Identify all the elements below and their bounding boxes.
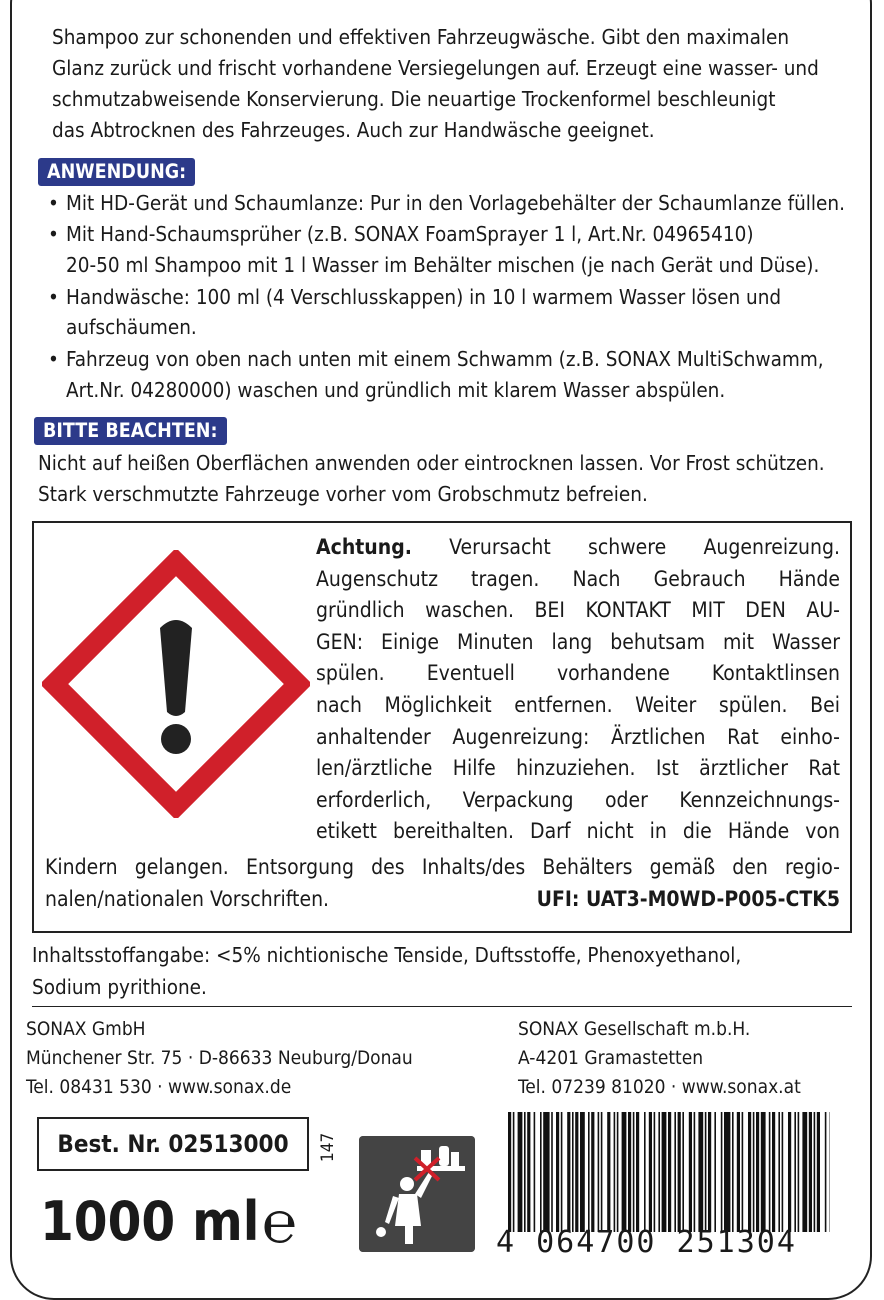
warning-last-line	[45, 884, 840, 916]
address-at-line: A-4201 Gramastetten	[518, 1043, 703, 1074]
address-de-line: Tel. 08431 530 · www.sonax.de	[26, 1072, 291, 1103]
batch-code: 147	[318, 1133, 338, 1162]
list-item: aufschäumen.	[66, 312, 197, 343]
barcode-bar	[633, 1112, 635, 1232]
bullet-dot: •	[48, 344, 59, 375]
barcode-bar	[698, 1112, 703, 1232]
ingredients-line: Sodium pyrithione.	[32, 972, 207, 1003]
barcode-bar	[527, 1112, 530, 1232]
barcode-bar	[513, 1112, 515, 1232]
barcode-bar	[678, 1112, 681, 1232]
barcode-bar	[644, 1112, 646, 1232]
list-item: Fahrzeug von oben nach unten mit einem Schwamm (z.B. SONAX MultiSchwamm,	[66, 344, 824, 375]
warning-line	[316, 532, 840, 564]
barcode-bar	[668, 1112, 671, 1232]
anwendung-heading: ANWENDUNG:	[38, 158, 195, 186]
signal-word: Achtung.	[316, 535, 412, 559]
barcode-bar	[674, 1112, 676, 1232]
warning-line: anhaltender Augenreizung: Ärztlichen Rat einho-	[316, 722, 840, 754]
barcode-bar	[649, 1112, 652, 1232]
list-item: Art.Nr. 04280000) waschen und gründlich mit klarem Wasser abspülen.	[66, 375, 725, 406]
ingredients-line: Inhaltsstoffangabe: <5% nichtionische Tenside, Duftsstoffe, Phenoxyethanol,	[32, 940, 741, 971]
barcode-bar	[802, 1112, 807, 1232]
barcode-bar	[721, 1112, 723, 1232]
bullet-dot: •	[48, 188, 59, 219]
address-de-line: Münchener Str. 75 · D-86633 Neuburg/Donau	[26, 1043, 413, 1074]
exclamation-mark-hazard-icon	[42, 550, 310, 818]
barcode-bar	[556, 1112, 559, 1232]
barcode-bar	[543, 1112, 549, 1232]
barcode-bar	[756, 1112, 759, 1232]
barcode-bar	[814, 1112, 816, 1232]
barcode-bar	[518, 1112, 523, 1232]
barcode-bar	[708, 1112, 711, 1232]
estimated-sign: ℮	[262, 1190, 297, 1254]
warning-line: gründlich waschen. BEI KONTAKT MIT DEN AU-	[316, 595, 840, 627]
barcode-bar	[636, 1112, 639, 1232]
list-item: Handwäsche: 100 ml (4 Verschlusskappen) in 10 l warmem Wasser lösen und	[66, 282, 781, 313]
barcode-bar	[598, 1112, 600, 1232]
ufi-code: UFI: UAT3-M0WD-P005-CTK5	[537, 884, 840, 916]
barcode-bar	[798, 1112, 800, 1232]
barcode-bar	[591, 1112, 594, 1232]
barcode-bar	[772, 1112, 775, 1232]
barcode-bar	[714, 1112, 716, 1232]
list-item: Mit HD-Gerät und Schaumlanze: Pur in den Vorlagebehälter der Schaumlanze füllen.	[66, 188, 845, 219]
barcode-bar	[682, 1112, 684, 1232]
barcode-bar	[588, 1112, 590, 1232]
barcode-bar	[540, 1112, 542, 1232]
barcode-bar	[694, 1112, 696, 1232]
ean-number: 4 064700 251304	[496, 1225, 797, 1261]
order-number-box: Best. Nr. 02513000	[37, 1117, 309, 1171]
warning-line: Augenschutz tragen. Nach Gebrauch Hände	[316, 564, 840, 596]
volume-label: 1000 ml	[40, 1190, 259, 1254]
barcode-bar	[825, 1112, 827, 1232]
barcode-bar	[705, 1112, 707, 1232]
barcode-bar	[753, 1112, 755, 1232]
barcode-bar	[607, 1112, 610, 1232]
barcode-bar	[580, 1112, 585, 1232]
barcode-bar	[534, 1112, 536, 1232]
barcode-bar	[551, 1112, 553, 1232]
list-item: 20-50 ml Shampoo mit 1 l Wasser im Behälter mischen (je nach Gerät und Düse).	[66, 250, 819, 281]
bullet-dot: •	[48, 282, 59, 313]
warning-line: Kindern gelangen. Entsorgung des Inhalts/des Behälters gemäß den regio-	[45, 852, 840, 884]
barcode-bar	[622, 1112, 627, 1232]
warning-text: Verursacht schwere Augenreizung.	[449, 535, 840, 559]
barcode-bar	[508, 1112, 511, 1232]
barcode-bar	[809, 1112, 812, 1232]
barcode-bar	[575, 1112, 578, 1232]
barcode-bar	[778, 1112, 780, 1232]
warning-line: nach Möglichkeit entfernen. Weiter spülen. Bei	[316, 690, 840, 722]
barcode-bar	[742, 1112, 744, 1232]
barcode-bar	[748, 1112, 751, 1232]
barcode-bar	[614, 1112, 616, 1232]
barcode-bar	[732, 1112, 734, 1232]
intro-line: Glanz zurück und frischt vorhandene Versiegelungen auf. Erzeugt eine wasser- und	[52, 53, 819, 84]
barcode-bar	[662, 1112, 667, 1232]
barcode-bar	[601, 1112, 603, 1232]
warning-line: spülen. Eventuell vorhandene Kontaktlinsen	[316, 658, 840, 690]
barcode-bar	[561, 1112, 563, 1232]
intro-line: schmutzabweisende Konservierung. Die neuartige Trockenformel beschleunigt	[52, 84, 775, 115]
warning-line: GEN: Einige Minuten lang behutsam mit Wasser	[316, 627, 840, 659]
barcode-bar	[769, 1112, 771, 1232]
barcode-bar	[689, 1112, 692, 1232]
barcode-bar	[567, 1112, 570, 1232]
barcode-bar	[737, 1112, 740, 1232]
warning-line: etikett bereithalten. Darf nicht in die Hände von	[316, 816, 840, 848]
barcode-bar	[788, 1112, 791, 1232]
intro-line: Shampoo zur schonenden und effektiven Fahrzeugwäsche. Gibt den maximalen	[52, 22, 789, 53]
barcode-bar	[817, 1112, 820, 1232]
barcode-bar	[794, 1112, 796, 1232]
barcode-bar	[628, 1112, 631, 1232]
barcode	[508, 1112, 830, 1232]
address-at-line: Tel. 07239 81020 · www.sonax.at	[518, 1072, 801, 1103]
warning-line: len/ärztliche Hilfe hinzuziehen. Ist ärztlicher Rat	[316, 753, 840, 785]
barcode-bar	[761, 1112, 766, 1232]
barcode-bar	[617, 1112, 619, 1232]
barcode-bar	[658, 1112, 660, 1232]
warning-line: erforderlich, Verpackung oder Kennzeichnungs-	[316, 785, 840, 817]
address-at-line: SONAX Gesellschaft m.b.H.	[518, 1014, 750, 1045]
intro-line: das Abtrocknen des Fahrzeuges. Auch zur Handwäsche geeignet.	[52, 115, 655, 146]
keep-away-from-children-icon	[359, 1136, 475, 1252]
barcode-bar	[654, 1112, 656, 1232]
beachten-heading: BITTE BEACHTEN:	[34, 417, 227, 445]
beachten-line: Nicht auf heißen Oberflächen anwenden oder eintrocknen lassen. Vor Frost schützen.	[38, 448, 825, 479]
address-de-line: SONAX GmbH	[26, 1014, 146, 1045]
divider	[32, 1006, 852, 1007]
barcode-bar	[572, 1112, 574, 1232]
barcode-bar	[524, 1112, 526, 1232]
list-item: Mit Hand-Schaumsprüher (z.B. SONAX FoamSprayer 1 l, Art.Nr. 04965410)	[66, 219, 754, 250]
warning-text: nalen/nationalen Vorschriften.	[45, 887, 329, 911]
barcode-bar	[724, 1112, 730, 1232]
barcode-bar	[782, 1112, 784, 1232]
beachten-line: Stark verschmutzte Fahrzeuge vorher vom Grobschmutz befreien.	[38, 479, 648, 510]
bullet-dot: •	[48, 219, 59, 250]
